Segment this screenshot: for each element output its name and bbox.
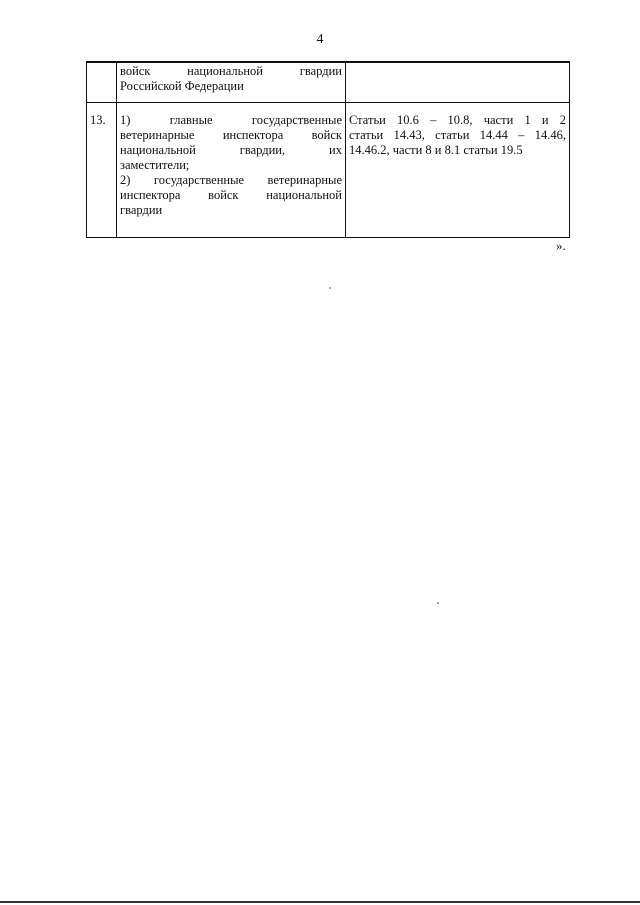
subject-line: заместители;	[120, 158, 190, 172]
table-row	[87, 62, 570, 103]
document-table	[86, 61, 570, 238]
subject-line: инспектора войск национальной	[120, 188, 342, 202]
subject-line: войск национальной гвардии	[120, 64, 342, 78]
articles-line: статьи 14.43, статьи 14.44 – 14.46,	[349, 128, 566, 142]
page-number: 4	[316, 32, 324, 47]
subject-line: Российской Федерации	[120, 79, 244, 93]
row-number-cell	[87, 62, 117, 103]
subject-line: ветеринарные инспектора войск	[120, 128, 342, 142]
page-bottom-edge	[0, 901, 640, 903]
articles-line: Статьи 10.6 – 10.8, части 1 и 2	[349, 113, 566, 127]
scan-speck	[437, 602, 439, 604]
subject-line: 2) государственные ветеринарные	[120, 173, 342, 187]
subject-line: 1) главные государственные	[120, 113, 342, 127]
subject-line: гвардии	[120, 203, 163, 217]
closing-quote: ».	[556, 238, 566, 253]
scan-speck	[329, 287, 331, 289]
subject-cell	[117, 62, 346, 103]
articles-cell	[346, 62, 570, 103]
row-number-cell: 13.	[87, 103, 117, 238]
articles-line: 14.46.2, части 8 и 8.1 статьи 19.5	[349, 143, 523, 157]
articles-cell	[346, 103, 570, 238]
subject-cell	[117, 103, 346, 238]
table-row	[87, 103, 570, 238]
subject-line: национальной гвардии, их	[120, 143, 342, 157]
